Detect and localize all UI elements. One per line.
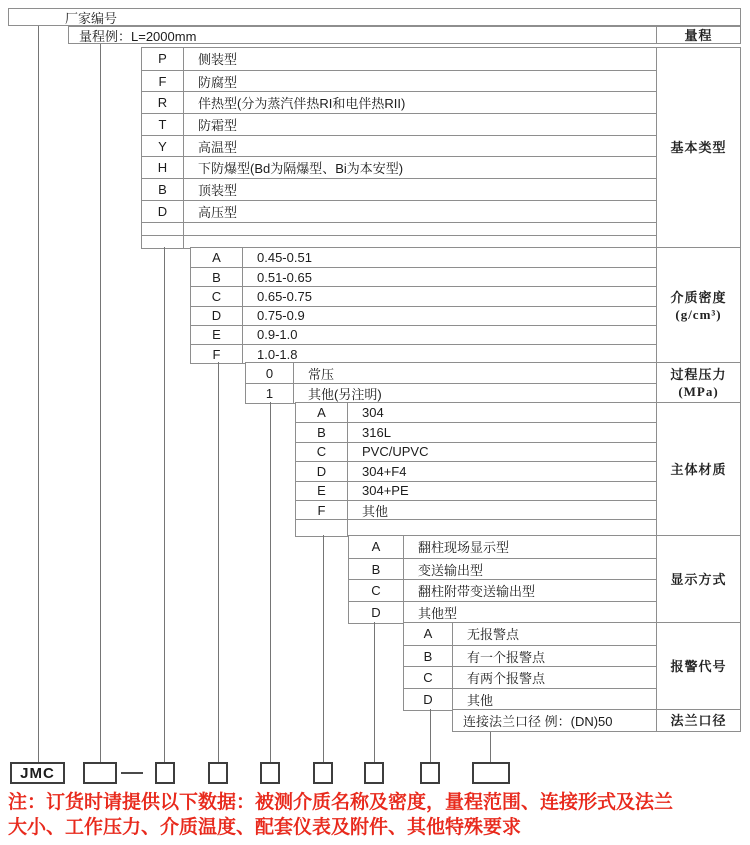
connector-line: [323, 535, 324, 762]
empty-desc-cell: [348, 520, 656, 536]
model-code-box: [364, 762, 384, 784]
factory-code-label: 厂家编号: [65, 10, 118, 26]
range-example-cell: [68, 26, 657, 44]
option-code: P: [142, 48, 184, 70]
empty-row: [296, 519, 656, 536]
option-row: [191, 344, 656, 363]
option-code: D: [349, 602, 404, 623]
option-row: [142, 200, 656, 222]
model-code-box: [83, 762, 117, 784]
category-label-range: 量程: [656, 26, 741, 44]
option-desc: 0.65-0.75: [257, 288, 312, 304]
empty-desc-cell: [184, 223, 656, 235]
option-row: [142, 178, 656, 200]
category-label-line: 显示方式: [670, 571, 727, 587]
option-row: [296, 422, 656, 441]
option-desc: 其他型: [418, 605, 458, 621]
category-label-medium-density: [656, 247, 741, 364]
option-code: D: [296, 462, 348, 480]
option-row: [349, 579, 656, 601]
option-row: [296, 500, 656, 519]
option-desc: 0.75-0.9: [257, 308, 305, 324]
option-desc: 防腐型: [198, 74, 238, 90]
model-code-box: [313, 762, 333, 784]
connector-line: [270, 402, 271, 762]
option-row: [296, 461, 656, 480]
category-label-line: (g/cm³): [675, 306, 722, 322]
option-desc: 侧装型: [198, 52, 238, 68]
option-row: [404, 666, 656, 688]
order-note: [8, 790, 673, 840]
option-row: [142, 156, 656, 178]
connector-line: [374, 622, 375, 762]
category-label-line: 报警代号: [670, 658, 727, 674]
option-code: 1: [246, 384, 294, 403]
option-row: [142, 91, 656, 113]
option-row: [191, 306, 656, 325]
option-code: D: [142, 201, 184, 222]
category-label-process-pressure: [656, 362, 741, 404]
option-table-display-mode: [348, 535, 657, 624]
option-desc: 0.51-0.65: [257, 269, 312, 285]
option-desc: 有两个报警点: [467, 671, 546, 687]
empty-code-cell: [296, 520, 348, 536]
connector-line: [164, 247, 165, 762]
empty-code-cell: [142, 223, 184, 235]
option-desc: 其他(另注明): [308, 387, 382, 402]
category-label-line: 主体材质: [670, 462, 727, 478]
option-code: D: [191, 307, 243, 325]
empty-row: [142, 222, 656, 235]
option-row: [349, 536, 656, 558]
option-row: [349, 558, 656, 580]
option-code: C: [404, 667, 453, 688]
option-row: [404, 645, 656, 667]
option-code: T: [142, 114, 184, 135]
option-code: C: [296, 443, 348, 461]
option-desc: 304+PE: [362, 483, 409, 499]
option-row: [142, 135, 656, 157]
flange-row: [452, 709, 657, 732]
category-label-line: 介质密度: [670, 289, 727, 305]
option-code: A: [191, 248, 243, 267]
option-row: [404, 688, 656, 710]
option-desc: 防霜型: [198, 117, 238, 133]
option-table-process-pressure: [245, 362, 657, 404]
option-row: [404, 623, 656, 645]
option-desc: 无报警点: [467, 627, 520, 643]
option-code: D: [404, 689, 453, 710]
order-note-line-1: 注：订货时请提供以下数据：被测介质名称及密度，量程范围、连接形式及法兰: [8, 792, 674, 813]
option-desc: 其他: [467, 692, 494, 708]
option-table-medium-density: [190, 247, 657, 364]
category-label-body-material: [656, 402, 741, 537]
option-row: [296, 442, 656, 461]
option-desc: 其他: [362, 503, 389, 519]
option-desc: 顶装型: [198, 182, 238, 198]
option-code: B: [404, 646, 453, 667]
option-code: F: [142, 71, 184, 92]
connector-line: [490, 731, 491, 762]
category-label-line: 过程压力: [670, 367, 727, 382]
option-row: [191, 267, 656, 286]
option-code: A: [349, 536, 404, 558]
separator-dash: [121, 772, 143, 774]
empty-code-cell: [142, 236, 184, 248]
option-code: B: [349, 559, 404, 580]
option-code: F: [296, 501, 348, 519]
option-desc: PVC/UPVC: [362, 444, 429, 460]
option-desc: 0.45-0.51: [257, 250, 312, 266]
option-code: E: [191, 326, 243, 344]
flange-desc: 连接法兰口径 例：(DN)50: [463, 714, 613, 729]
option-code: B: [142, 179, 184, 200]
option-row: [142, 70, 656, 92]
option-code: A: [296, 403, 348, 422]
connector-line: [430, 709, 431, 762]
option-row: [142, 48, 656, 70]
category-label-basic-type: [656, 47, 741, 249]
option-desc: 高温型: [198, 139, 238, 155]
option-code: C: [349, 580, 404, 601]
category-label-alarm-code: [656, 622, 741, 711]
option-table-basic-type: [141, 47, 657, 249]
option-row: [191, 325, 656, 344]
option-desc: 变送输出型: [418, 562, 484, 578]
category-label-display-mode: [656, 535, 741, 624]
model-code-box: [260, 762, 280, 784]
option-row: [246, 383, 656, 403]
option-desc: 伴热型(分为蒸汽伴热RI和电伴热RII): [198, 96, 406, 112]
empty-row: [142, 235, 656, 248]
option-desc: 有一个报警点: [467, 649, 546, 665]
empty-desc-cell: [184, 236, 656, 248]
option-table-alarm-code: [403, 622, 657, 711]
option-row: [191, 248, 656, 267]
order-note-line-2: 大小、工作压力、介质温度、配套仪表及附件、其他特殊要求: [8, 817, 522, 838]
option-code: 0: [246, 363, 294, 383]
option-desc: 常压: [308, 366, 335, 382]
option-desc: 高压型: [198, 204, 238, 220]
connector-line: [100, 44, 101, 762]
option-code: H: [142, 157, 184, 178]
option-code: R: [142, 92, 184, 113]
option-desc: 304+F4: [362, 463, 407, 479]
option-desc: 0.9-1.0: [257, 327, 298, 343]
connector-line: [38, 26, 39, 762]
model-code-box: [420, 762, 440, 784]
option-code: B: [191, 268, 243, 286]
category-label-line: 基本类型: [670, 140, 727, 156]
model-code-box: [208, 762, 228, 784]
option-code: A: [404, 623, 453, 645]
model-code-box: [155, 762, 175, 784]
category-label-flange: 法兰口径: [656, 709, 741, 732]
option-desc: 1.0-1.8: [257, 346, 298, 362]
model-prefix-box: JMC: [10, 762, 65, 784]
option-row: [296, 403, 656, 422]
option-code: Y: [142, 136, 184, 157]
option-row: [296, 481, 656, 500]
option-code: B: [296, 423, 348, 441]
option-code: F: [191, 345, 243, 363]
option-desc: 304: [362, 405, 384, 421]
option-code: C: [191, 287, 243, 305]
factory-code-cell: [8, 8, 741, 26]
option-desc: 翻柱现场显示型: [418, 540, 510, 556]
option-desc: 翻柱附带变送输出型: [418, 584, 536, 600]
option-table-body-material: [295, 402, 657, 537]
category-label-line: (MPa): [678, 384, 719, 399]
option-row: [142, 113, 656, 135]
option-desc: 316L: [362, 425, 391, 441]
option-code: E: [296, 482, 348, 500]
connector-line: [218, 362, 219, 762]
option-row: [349, 601, 656, 623]
option-row: [191, 286, 656, 305]
range-example-text: 量程例：L=2000mm: [79, 28, 197, 44]
option-desc: 下防爆型(Bd为隔爆型、Bi为本安型): [198, 161, 404, 177]
option-row: [246, 363, 656, 383]
model-code-box: [472, 762, 510, 784]
